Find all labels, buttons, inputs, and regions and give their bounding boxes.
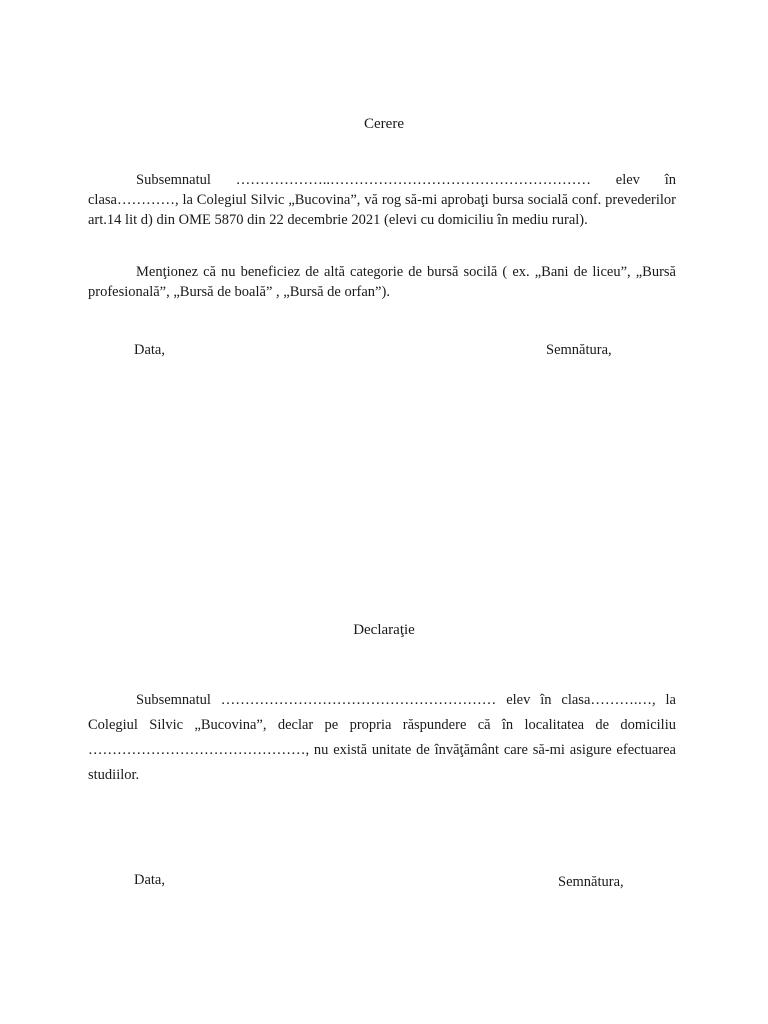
declaratie-title: Declaraţie	[353, 622, 415, 638]
cerere-title: Cerere	[364, 116, 404, 132]
cerere-paragraph-1: Subsemnatul ………………..……………………………………………… elev în clasa…………, la Colegiul Silvic „Bucovina”, vă rog să-mi aprobaţi bursa socială conf. prevederilor art.14 lit d) din OME 5870 din 22 decembrie 2021 (elevi cu domiciliu în mediu rural).	[88, 172, 676, 228]
declaratie-signature-label: Semnătura,	[558, 874, 624, 890]
declaratie-paragraph-1: Subsemnatul ………………………………………………… elev în clasa……….…, la Colegiul Silvic „Bucovina”, declar pe propria răspundere că în localitatea de domiciliu ………………………………………, nu există unitate de învăţământ care să-mi asigure efectuarea studiilor.	[88, 692, 676, 783]
declaratie-date-label: Data,	[134, 872, 165, 888]
cerere-date-label: Data,	[134, 342, 165, 358]
cerere-signature-label: Semnătura,	[546, 342, 612, 358]
cerere-paragraph-2: Menţionez că nu beneficiez de altă categorie de bursă socilă ( ex. „Bani de liceu”, „Bursă profesională”, „Bursă de boală” , „Bursă de orfan”).	[88, 264, 676, 300]
